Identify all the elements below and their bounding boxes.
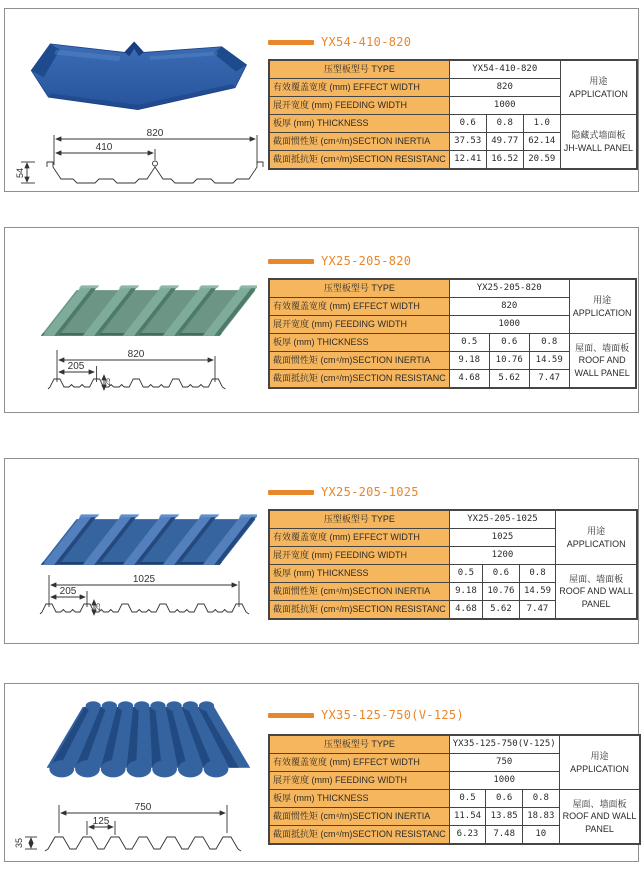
resistance-cell: 7.47 [529, 370, 569, 389]
thickness-cell: 0.6 [483, 565, 520, 583]
section-title [268, 485, 419, 499]
dim-label-overall: 820 [127, 349, 145, 360]
application-header-cn: 用途 [587, 526, 606, 537]
dim-label-height: 54 [15, 167, 25, 179]
type-label-cell: 压型板型号 TYPE [269, 279, 449, 298]
product-section-yx25-1025 [4, 458, 639, 644]
inertia-cell: 37.53 [449, 133, 486, 151]
inertia-cell: 62.14 [523, 133, 560, 151]
thickness-cell: 1.0 [523, 115, 560, 133]
resistance-cell: 4.68 [449, 601, 482, 620]
inertia-cell: 13.85 [486, 808, 523, 826]
application-header-en: APPLICATION [572, 307, 632, 318]
feeding-width-label-cell: 展开宽度 (mm) FEEDING WIDTH [269, 772, 449, 790]
application-header-cn: 用途 [589, 76, 608, 87]
inertia-cell: 11.54 [449, 808, 486, 826]
profile-drawing-yx35 [9, 799, 264, 859]
application-header-en: APPLICATION [568, 88, 628, 99]
product-section-yx25-820 [4, 227, 639, 413]
resistance-label-cell: 截面抵抗矩 (cm⁴/m)SECTION RESISTANC [269, 151, 449, 170]
model-cell: YX35-125-750(V-125) [449, 735, 559, 754]
model-title: YX25-205-820 [321, 254, 412, 268]
resistance-cell: 10 [522, 826, 559, 845]
resistance-cell: 16.52 [486, 151, 523, 170]
resistance-cell: 6.23 [449, 826, 486, 845]
effect-width-label-cell: 有效覆盖宽度 (mm) EFFECT WIDTH [269, 298, 449, 316]
panel-photo-trapezoid-blue [17, 481, 257, 581]
model-cell: YX54-410-820 [449, 60, 560, 79]
effect-width-cell: 820 [449, 298, 569, 316]
application-line: 屋面、墙面板 [569, 574, 624, 585]
spec-table-yx25-1025 [268, 509, 638, 620]
profile-drawing-yx25-820 [9, 346, 264, 401]
inertia-cell: 9.18 [449, 583, 482, 601]
effect-width-cell: 820 [449, 79, 560, 97]
effect-width-label-cell: 有效覆盖宽度 (mm) EFFECT WIDTH [269, 529, 449, 547]
application-line: ROOF AND WALL [562, 811, 637, 822]
resistance-cell: 7.48 [486, 826, 523, 845]
feeding-width-label-cell: 展开宽度 (mm) FEEDING WIDTH [269, 547, 449, 565]
effect-width-label-cell: 有效覆盖宽度 (mm) EFFECT WIDTH [269, 79, 449, 97]
thickness-cell: 0.5 [449, 334, 489, 352]
inertia-cell: 14.59 [529, 352, 569, 370]
application-line: PANEL [585, 823, 614, 834]
title-accent-bar [268, 490, 314, 495]
inertia-cell: 14.59 [519, 583, 556, 601]
model-cell: YX25-205-820 [449, 279, 569, 298]
resistance-label-cell: 截面抵抗矩 (cm⁴/m)SECTION RESISTANC [269, 601, 449, 620]
application-line: 隐藏式墙面板 [571, 130, 626, 141]
spec-table-yx25-820 [268, 278, 637, 389]
product-section-yx54 [4, 8, 639, 192]
resistance-cell: 7.47 [519, 601, 556, 620]
inertia-label-cell: 截面惯性矩 (cm⁴/m)SECTION INERTIA [269, 352, 449, 370]
application-header-cn: 用途 [593, 295, 612, 306]
application-header-cell [569, 279, 635, 334]
panel-photo-trapezoid-green [17, 252, 257, 352]
section-title [268, 708, 464, 722]
panel-photo-corrugated-wave [17, 686, 257, 786]
type-label-cell: 压型板型号 TYPE [269, 60, 449, 79]
effect-width-cell: 1025 [449, 529, 556, 547]
application-line: WALL PANEL [574, 367, 630, 378]
feeding-width-cell: 1000 [449, 97, 560, 115]
application-value-cell [559, 790, 640, 845]
spec-table-yx35 [268, 734, 641, 845]
application-line: ROOF AND WALL [559, 586, 633, 597]
dim-label-pitch: 410 [95, 142, 113, 153]
feeding-width-cell: 1000 [449, 316, 569, 334]
thickness-label-cell: 板厚 (mm) THICKNESS [269, 115, 449, 133]
dim-label-pitch: 205 [59, 586, 77, 597]
thickness-cell: 0.6 [489, 334, 529, 352]
section-title [268, 254, 411, 268]
application-header-en: APPLICATION [570, 763, 629, 774]
dim-label-overall: 820 [146, 128, 164, 139]
application-line: 屋面、墙面板 [572, 799, 627, 810]
thickness-label-cell: 板厚 (mm) THICKNESS [269, 565, 449, 583]
application-value-cell [560, 115, 637, 170]
application-value-cell [556, 565, 637, 620]
inertia-cell: 18.83 [522, 808, 559, 826]
application-line: PANEL [581, 598, 611, 609]
product-section-yx35 [4, 683, 639, 862]
model-title: YX54-410-820 [321, 35, 412, 49]
resistance-cell: 20.59 [523, 151, 560, 170]
thickness-cell: 0.8 [522, 790, 559, 808]
profile-drawing-yx54 [9, 127, 264, 191]
thickness-cell: 0.8 [519, 565, 556, 583]
dim-label-overall: 750 [134, 802, 152, 813]
effect-width-label-cell: 有效覆盖宽度 (mm) EFFECT WIDTH [269, 754, 449, 772]
application-line: 屋面、墙面板 [575, 343, 630, 354]
title-accent-bar [268, 713, 314, 718]
spec-table-yx54 [268, 59, 638, 170]
title-accent-bar [268, 259, 314, 264]
resistance-cell: 5.62 [483, 601, 520, 620]
title-accent-bar [268, 40, 314, 45]
thickness-label-cell: 板厚 (mm) THICKNESS [269, 334, 449, 352]
feeding-width-label-cell: 展开宽度 (mm) FEEDING WIDTH [269, 316, 449, 334]
application-header-cell [559, 735, 640, 790]
inertia-cell: 10.76 [489, 352, 529, 370]
feeding-width-cell: 1000 [449, 772, 559, 790]
application-header-cell [556, 510, 637, 565]
thickness-cell: 0.8 [529, 334, 569, 352]
model-title: YX35-125-750(V-125) [321, 708, 464, 722]
inertia-label-cell: 截面惯性矩 (cm⁴/m)SECTION INERTIA [269, 808, 449, 826]
feeding-width-label-cell: 展开宽度 (mm) FEEDING WIDTH [269, 97, 449, 115]
inertia-cell: 10.76 [483, 583, 520, 601]
application-value-cell [569, 334, 635, 389]
thickness-cell: 0.6 [486, 790, 523, 808]
inertia-label-cell: 截面惯性矩 (cm⁴/m)SECTION INERTIA [269, 583, 449, 601]
application-header-cn: 用途 [590, 751, 609, 762]
inertia-label-cell: 截面惯性矩 (cm⁴/m)SECTION INERTIA [269, 133, 449, 151]
application-line: ROOF AND [578, 355, 626, 366]
resistance-label-cell: 截面抵抗矩 (cm⁴/m)SECTION RESISTANC [269, 370, 449, 389]
resistance-label-cell: 截面抵抗矩 (cm⁴/m)SECTION RESISTANC [269, 826, 449, 845]
resistance-cell: 4.68 [449, 370, 489, 389]
dim-label-pitch: 205 [67, 361, 85, 372]
thickness-cell: 0.8 [486, 115, 523, 133]
dim-label-pitch: 125 [92, 816, 110, 827]
application-header-cell [560, 60, 637, 115]
thickness-label-cell: 板厚 (mm) THICKNESS [269, 790, 449, 808]
profile-drawing-yx25-1025 [9, 571, 264, 626]
effect-width-cell: 750 [449, 754, 559, 772]
section-title [268, 35, 411, 49]
model-title: YX25-205-1025 [321, 485, 419, 499]
dim-label-height: 35 [14, 837, 24, 849]
resistance-cell: 12.41 [449, 151, 486, 170]
type-label-cell: 压型板型号 TYPE [269, 510, 449, 529]
feeding-width-cell: 1200 [449, 547, 556, 565]
resistance-cell: 5.62 [489, 370, 529, 389]
application-line: JH-WALL PANEL [563, 142, 633, 153]
dim-label-height: 25 [105, 378, 112, 386]
thickness-cell: 0.5 [449, 565, 482, 583]
inertia-cell: 9.18 [449, 352, 489, 370]
dim-label-overall: 1025 [132, 574, 156, 585]
thickness-cell: 0.6 [449, 115, 486, 133]
type-label-cell: 压型板型号 TYPE [269, 735, 449, 754]
inertia-cell: 49.77 [486, 133, 523, 151]
model-cell: YX25-205-1025 [449, 510, 556, 529]
dim-label-height: 25 [95, 603, 102, 611]
panel-photo-standing-seam [17, 21, 257, 121]
application-header-en: APPLICATION [566, 538, 626, 549]
thickness-cell: 0.5 [449, 790, 486, 808]
